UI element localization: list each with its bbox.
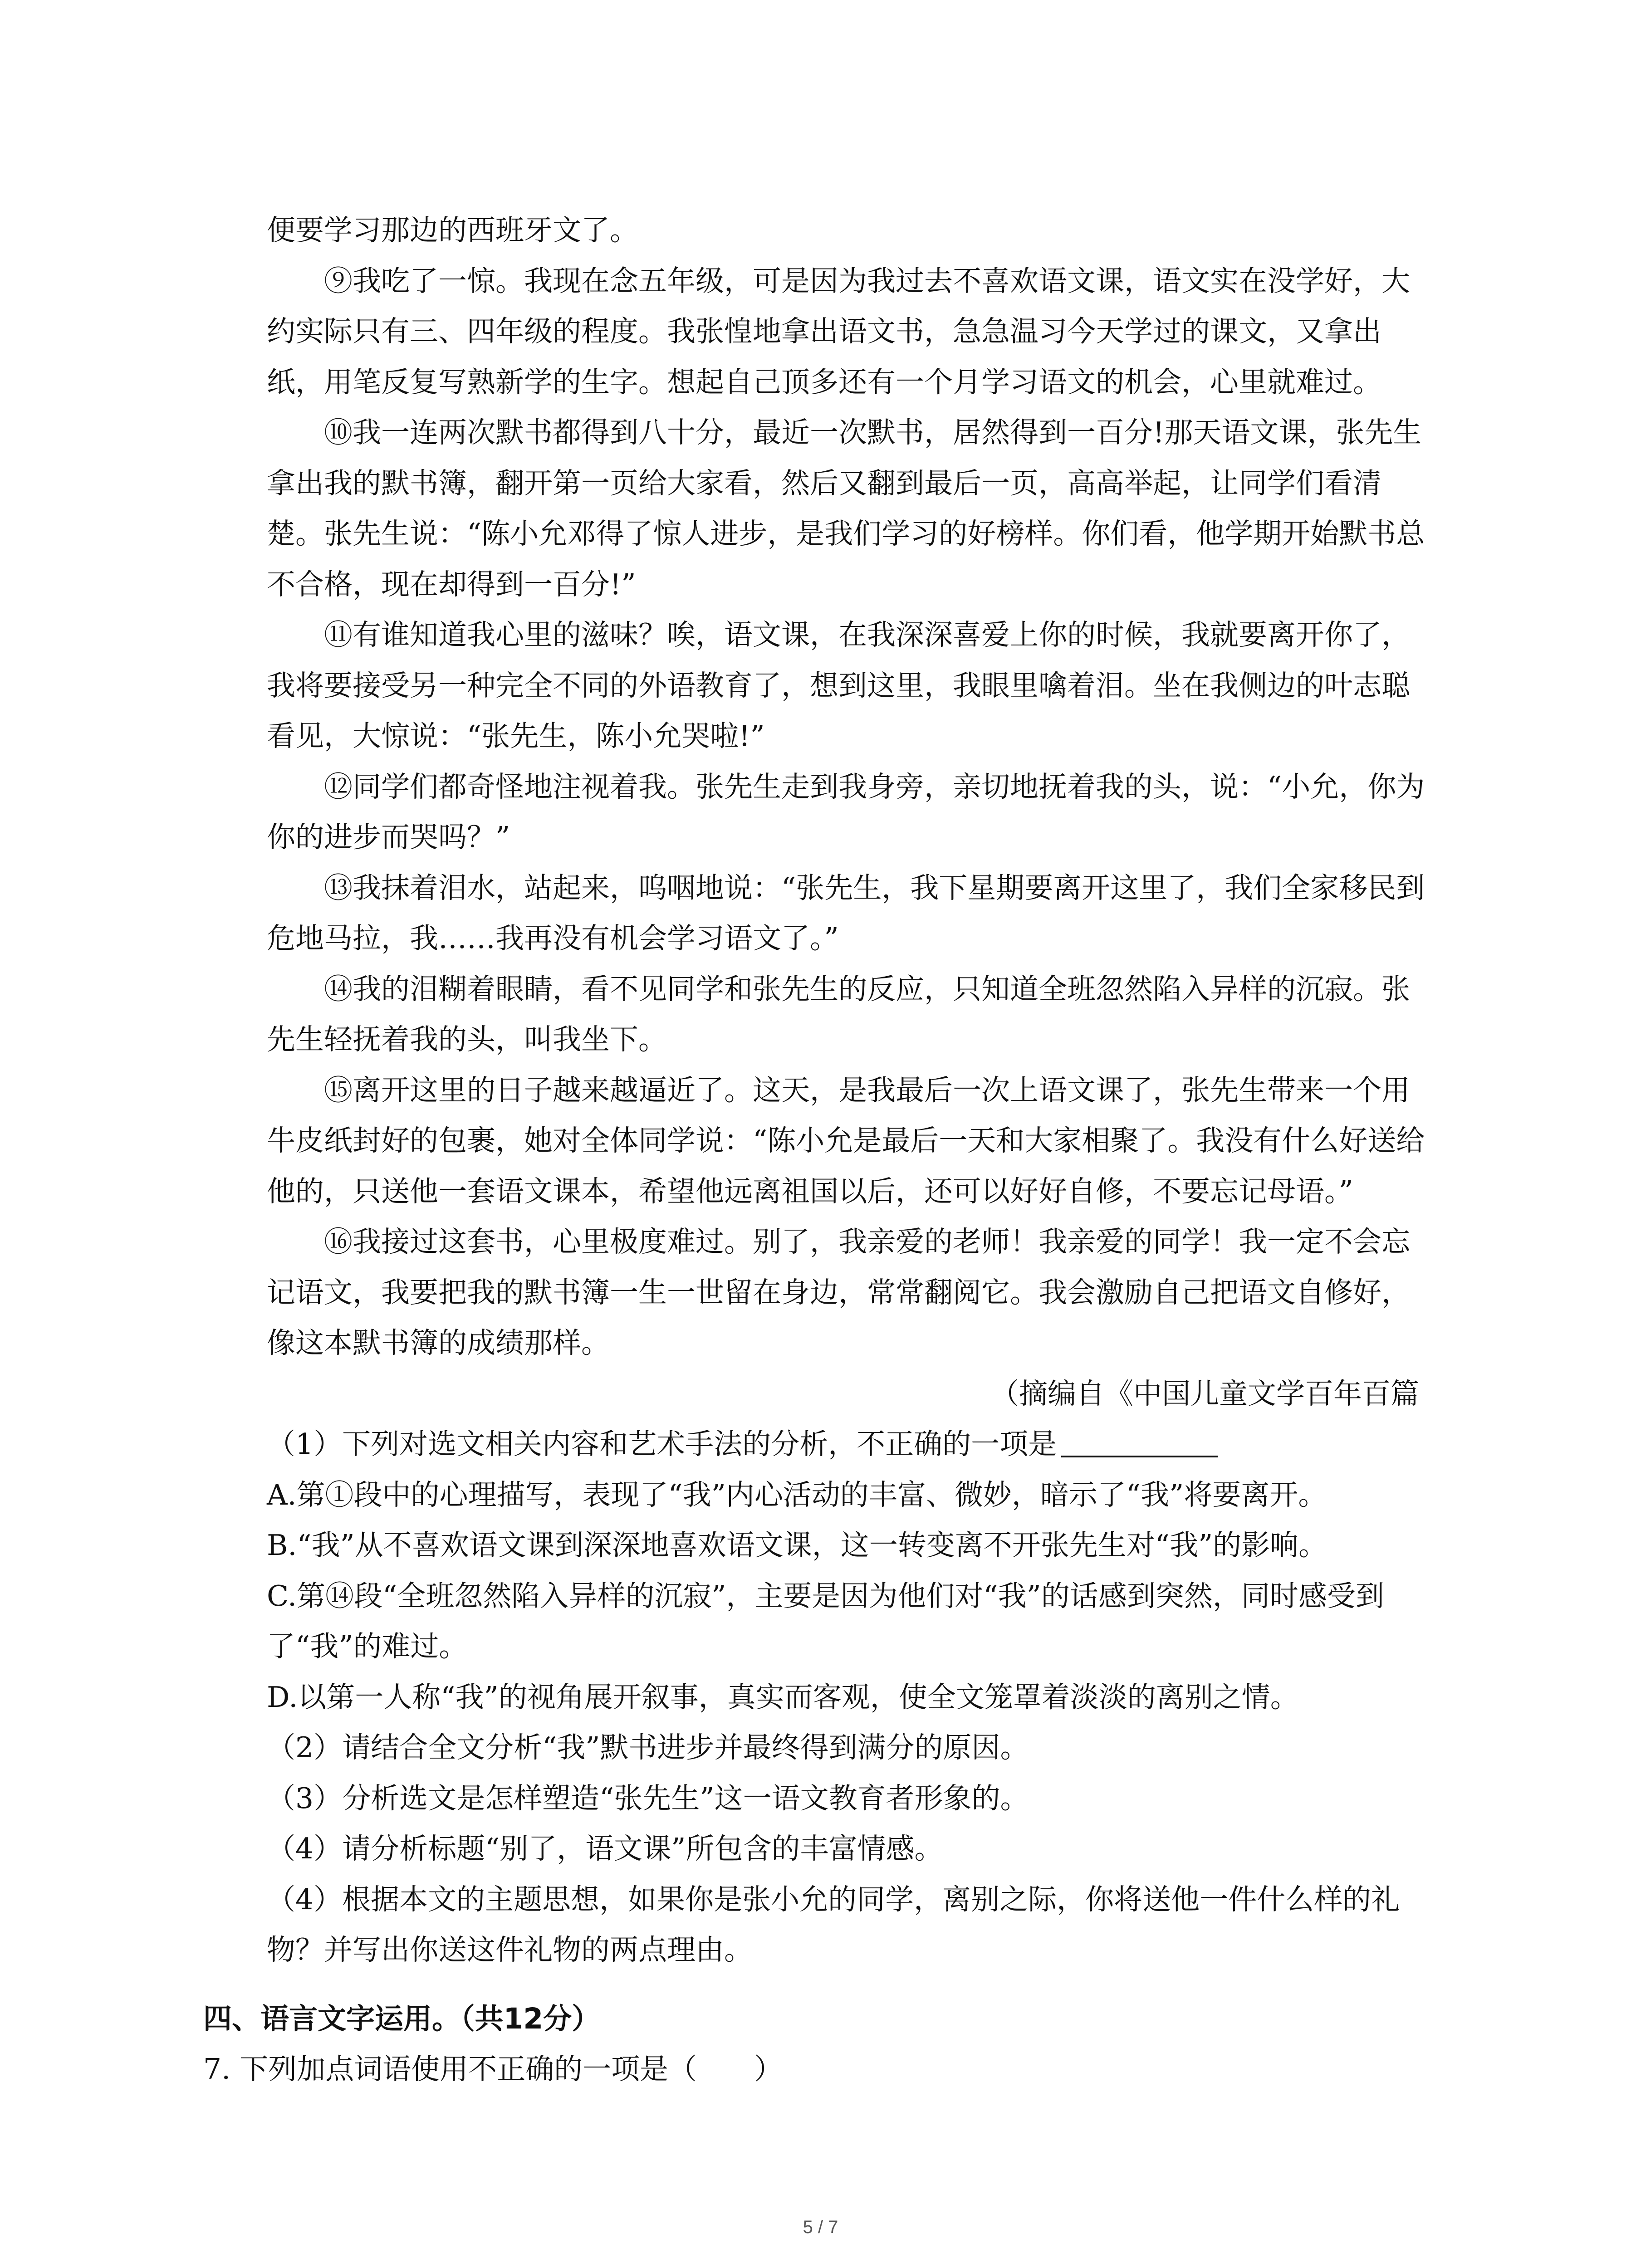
question-4b: （4）根据本文的主题思想，如果你是张小允的同学，离别之际，你将送他一件什么样的礼物？并写出你送这件礼物的两点理由。 (267, 1882, 1400, 1966)
question-7: 7. 下列加点词语使用不正确的一项是（ ） (203, 2053, 783, 2086)
passage-paragraph-9: ⑨我吃了一惊。我现在念五年级，可是因为我过去不喜欢语文课，语文实在没学好，大约实际只有三、四年级的程度。我张惶地拿出语文书，急急温习今天学过的课文，又拿出纸，用笔反复写熟新学的生字。想起自己顶多还有一个月学习语文的机会，心里就难过。 (267, 264, 1410, 399)
question-4a: （4）请分析标题“别了，语文课”所包含的丰富情感。 (267, 1832, 943, 1865)
passage-paragraph-10: ⑩我一连两次默书都得到八十分，最近一次默书，居然得到一百分!那天语文课，张先生拿出我的默书簿，翻开第一页给大家看，然后又翻到最后一页，高高举起，让同学们看清楚。张先生说：“陈小允邓得了惊人进步，是我们学习的好榜样。你们看，他学期开始默书总不合格，现在却得到一百分!” (267, 416, 1425, 601)
question-2: （2）请结合全文分析“我”默书进步并最终得到满分的原因。 (267, 1731, 1029, 1764)
passage-source: （摘编自《中国儿童文学百年百篇 (990, 1377, 1419, 1410)
question-1-text: （1）下列对选文相关内容和艺术手法的分析，不正确的一项是 (267, 1427, 1057, 1461)
page-number: 5 / 7 (803, 2217, 838, 2237)
passage-paragraph-15: ⑮离开这里的日子越来越逼近了。这天，是我最后一次上语文课了，张先生带来一个用牛皮纸封好的包裹，她对全体同学说：“陈小允是最后一天和大家相聚了。我没有什么好送给他的，只送他一套语文课本，希望他远离祖国以后，还可以好好自修，不要忘记母语。” (267, 1073, 1425, 1208)
passage-paragraph-14: ⑭我的泪糊着眼睛，看不见同学和张先生的反应，只知道全班忽然陷入异样的沉寂。张先生轻抚着我的头，叫我坐下。 (267, 972, 1410, 1056)
option-d: D.以第一人称“我”的视角展开叙事，真实而客观，使全文笼罩着淡淡的离别之情。 (267, 1680, 1299, 1714)
option-b: B.“我”从不喜欢语文课到深深地喜欢语文课，这一转变离不开张先生对“我”的影响。 (267, 1529, 1327, 1562)
page-content (203, 205, 1428, 2095)
passage-paragraph-12: ⑫同学们都奇怪地注视着我。张先生走到我身旁，亲切地抚着我的头，说：“小允，你为你的进步而哭吗？” (267, 770, 1425, 854)
passage-paragraph-11: ⑪有谁知道我心里的滋味？唉，语文课，在我深深喜爱上你的时候，我就要离开你了，我将要接受另一种完全不同的外语教育了，想到这里，我眼里噙着泪。坐在我侧边的叶志聪看见，大惊说：“张先生，陈小允哭啦!” (267, 618, 1410, 753)
passage-paragraph-16: ⑯我接过这套书，心里极度难过。别了，我亲爱的老师！我亲爱的同学！我一定不会忘记语文，我要把我的默书簿一生一世留在身边，常常翻阅它。我会激励自己把语文自修好，像这本默书簿的成绩那样。 (267, 1225, 1410, 1359)
section-heading: 四、语言文字运用。（共12分） (203, 2002, 601, 2035)
option-a: A.第①段中的心理描写，表现了“我”内心活动的丰富、微妙，暗示了“我”将要离开。 (267, 1478, 1327, 1511)
answer-blank[interactable] (1061, 1428, 1218, 1457)
question-3: （3）分析选文是怎样塑造“张先生”这一语文教育者形象的。 (267, 1781, 1029, 1815)
option-c: C.第⑭段“全班忽然陷入异样的沉寂”，主要是因为他们对“我”的话感到突然，同时感受到了“我”的难过。 (267, 1579, 1384, 1663)
question-1 (267, 1419, 1428, 1470)
passage-paragraph-13: ⑬我抹着泪水，站起来，呜咽地说：“张先生，我下星期要离开这里了，我们全家移民到危地马拉，我……我再没有机会学习语文了。” (267, 871, 1425, 955)
passage-paragraph-0: 便要学习那边的西班牙文了。 (267, 214, 638, 247)
